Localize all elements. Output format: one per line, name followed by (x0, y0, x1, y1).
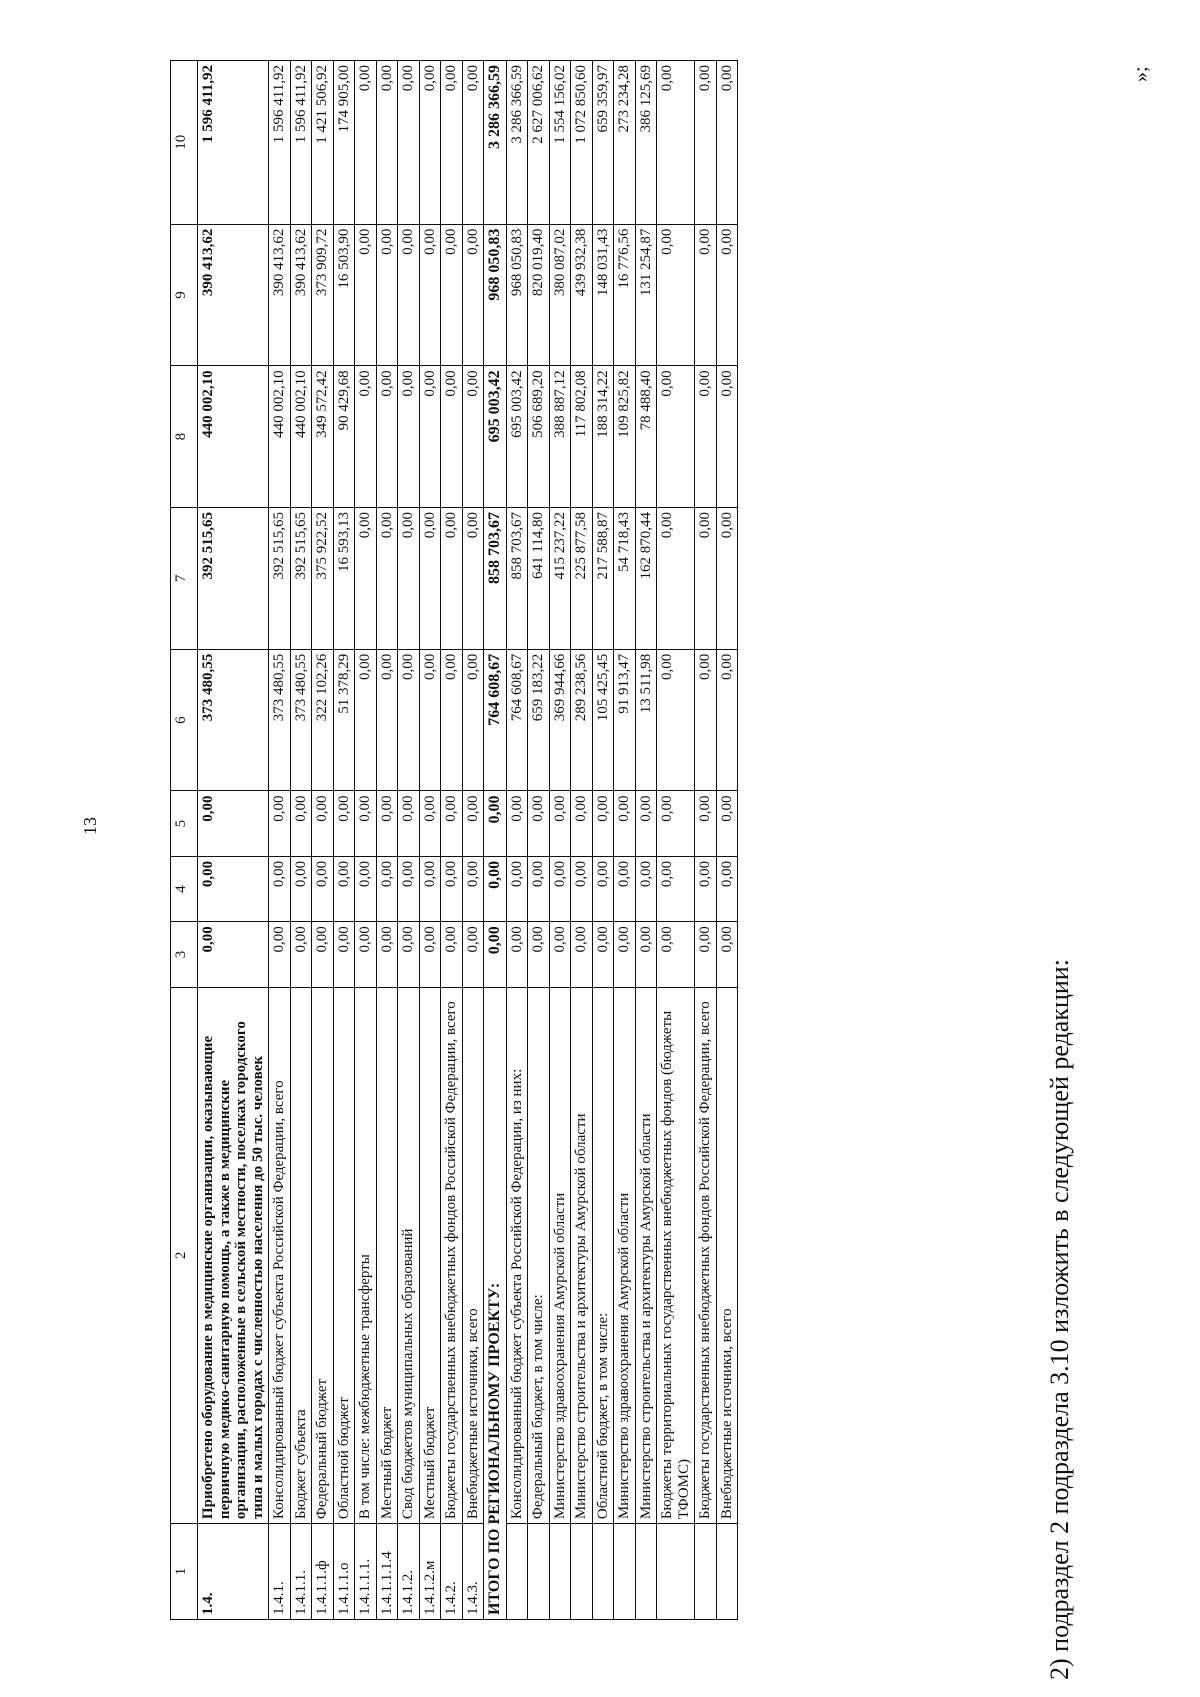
value-cell: 0,00 (716, 922, 738, 987)
row-name: Внебюджетные источники, всего (716, 987, 738, 1523)
value-cell: 0,00 (419, 508, 441, 650)
row-name: Внебюджетные источники, всего (462, 987, 484, 1523)
row-name: Областной бюджет (333, 987, 355, 1523)
value-cell: 0,00 (419, 366, 441, 508)
table-row (549, 61, 571, 1620)
amendment-note: 2) подраздел 2 подраздела 3.10 изложить в следующей редакции: (1045, 959, 1074, 1680)
row-name: Приобретено оборудование в медицинские организации, оказывающие первичную медико-санитарную помощь, а также в медицинские организации, расположенные в сельской местности, поселках городского типа и малых городах с численностью населения до 50 тыс. человек (198, 987, 269, 1523)
table-row (198, 61, 269, 1620)
table-row (506, 61, 528, 1620)
value-cell: 506 689,20 (528, 366, 550, 508)
value-cell: 0,00 (419, 61, 441, 225)
value-cell: 0,00 (355, 922, 377, 987)
value-cell: 0,00 (290, 922, 312, 987)
table-row (290, 61, 312, 1620)
column-number-header: 6 (171, 649, 198, 791)
value-cell: 659 183,22 (528, 649, 550, 791)
value-cell: 0,00 (398, 61, 420, 225)
row-code (571, 1524, 593, 1620)
row-code: 1.4.1. (269, 1524, 291, 1620)
column-number-header: 5 (171, 791, 198, 856)
value-cell: 0,00 (571, 791, 593, 856)
value-cell: 78 488,40 (635, 366, 657, 508)
value-cell: 0,00 (398, 856, 420, 921)
row-name: Местный бюджет (419, 987, 441, 1523)
value-cell: 16 503,90 (333, 224, 355, 366)
value-cell: 0,00 (695, 61, 717, 225)
value-cell: 0,00 (695, 856, 717, 921)
value-cell: 13 511,98 (635, 649, 657, 791)
value-cell: 0,00 (657, 366, 695, 508)
value-cell: 162 870,44 (635, 508, 657, 650)
value-cell: 0,00 (441, 791, 463, 856)
table-body (198, 61, 738, 1620)
value-cell: 0,00 (198, 922, 269, 987)
value-cell: 1 421 506,92 (312, 61, 334, 225)
value-cell: 0,00 (695, 791, 717, 856)
table-row (592, 61, 614, 1620)
value-cell: 659 359,97 (592, 61, 614, 225)
value-cell: 1 596 411,92 (290, 61, 312, 225)
value-cell: 373 480,55 (269, 649, 291, 791)
value-cell: 0,00 (462, 224, 484, 366)
value-cell: 0,00 (592, 791, 614, 856)
value-cell: 0,00 (528, 856, 550, 921)
value-cell: 0,00 (312, 856, 334, 921)
value-cell: 415 237,22 (549, 508, 571, 650)
value-cell: 0,00 (614, 791, 636, 856)
value-cell: 0,00 (695, 922, 717, 987)
value-cell: 0,00 (312, 922, 334, 987)
table-row (441, 61, 463, 1620)
value-cell: 858 703,67 (506, 508, 528, 650)
value-cell: 289 238,56 (571, 649, 593, 791)
value-cell: 16 593,13 (333, 508, 355, 650)
value-cell: 105 425,45 (592, 649, 614, 791)
value-cell: 188 314,22 (592, 366, 614, 508)
value-cell: 0,00 (398, 366, 420, 508)
value-cell: 0,00 (657, 922, 695, 987)
value-cell: 0,00 (441, 922, 463, 987)
row-code: 1.4.1.1.1. (355, 1524, 377, 1620)
value-cell: 0,00 (657, 224, 695, 366)
column-number-row (171, 61, 198, 1620)
row-code: 1.4.1.1.о (333, 1524, 355, 1620)
value-cell: 390 413,62 (269, 224, 291, 366)
value-cell: 0,00 (462, 856, 484, 921)
value-cell: 968 050,83 (484, 224, 507, 366)
value-cell: 322 102,26 (312, 649, 334, 791)
value-cell: 0,00 (549, 856, 571, 921)
value-cell: 91 913,47 (614, 649, 636, 791)
row-code (716, 1524, 738, 1620)
value-cell: 273 234,28 (614, 61, 636, 225)
value-cell: 0,00 (376, 61, 398, 225)
row-name: Министерство здравоохранения Амурской области (614, 987, 636, 1523)
value-cell: 0,00 (355, 791, 377, 856)
value-cell: 392 515,65 (269, 508, 291, 650)
closing-quote-mark: »; (1130, 66, 1152, 82)
value-cell: 440 002,10 (290, 366, 312, 508)
value-cell: 0,00 (716, 224, 738, 366)
value-cell: 0,00 (333, 856, 355, 921)
value-cell: 0,00 (376, 508, 398, 650)
row-name: Федеральный бюджет (312, 987, 334, 1523)
value-cell: 0,00 (716, 856, 738, 921)
row-name: Областной бюджет, в том числе: (592, 987, 614, 1523)
value-cell: 0,00 (355, 856, 377, 921)
value-cell: 0,00 (571, 922, 593, 987)
table-row (571, 61, 593, 1620)
value-cell: 0,00 (376, 791, 398, 856)
value-cell: 373 909,72 (312, 224, 334, 366)
value-cell: 3 286 366,59 (484, 61, 507, 225)
row-name: Местный бюджет (376, 987, 398, 1523)
value-cell: 0,00 (716, 791, 738, 856)
table-row (528, 61, 550, 1620)
value-cell: 0,00 (398, 508, 420, 650)
value-cell: 0,00 (355, 366, 377, 508)
value-cell: 0,00 (398, 224, 420, 366)
value-cell: 0,00 (614, 922, 636, 987)
value-cell: 0,00 (355, 224, 377, 366)
value-cell: 1 072 850,60 (571, 61, 593, 225)
value-cell: 0,00 (312, 791, 334, 856)
column-number-header: 9 (171, 224, 198, 366)
value-cell: 0,00 (695, 366, 717, 508)
value-cell: 0,00 (484, 856, 507, 921)
value-cell: 0,00 (657, 649, 695, 791)
table-row (657, 61, 695, 1620)
value-cell: 51 378,29 (333, 649, 355, 791)
value-cell: 90 429,68 (333, 366, 355, 508)
value-cell: 0,00 (657, 791, 695, 856)
value-cell: 0,00 (355, 61, 377, 225)
value-cell: 373 480,55 (290, 649, 312, 791)
value-cell: 0,00 (441, 224, 463, 366)
value-cell: 0,00 (419, 922, 441, 987)
value-cell: 0,00 (269, 856, 291, 921)
row-name: Бюджет субъекта (290, 987, 312, 1523)
row-name: Министерство здравоохранения Амурской области (549, 987, 571, 1523)
table-row (462, 61, 484, 1620)
value-cell: 1 596 411,92 (198, 61, 269, 225)
value-cell: 0,00 (657, 508, 695, 650)
value-cell: 0,00 (376, 366, 398, 508)
row-name: Консолидированный бюджет субъекта Российской Федерации, всего (269, 987, 291, 1523)
value-cell: 695 003,42 (484, 366, 507, 508)
value-cell: 0,00 (695, 224, 717, 366)
value-cell: 369 944,66 (549, 649, 571, 791)
value-cell: 0,00 (716, 61, 738, 225)
value-cell: 117 802,08 (571, 366, 593, 508)
value-cell: 0,00 (571, 856, 593, 921)
column-number-header: 3 (171, 922, 198, 987)
value-cell: 0,00 (462, 61, 484, 225)
column-number-header: 8 (171, 366, 198, 508)
row-name: Министерство строительства и архитектуры Амурской области (571, 987, 593, 1523)
value-cell: 0,00 (290, 791, 312, 856)
value-cell: 641 114,80 (528, 508, 550, 650)
value-cell: 440 002,10 (269, 366, 291, 508)
row-code (528, 1524, 550, 1620)
value-cell: 0,00 (198, 856, 269, 921)
value-cell: 695 003,42 (506, 366, 528, 508)
value-cell: 349 572,42 (312, 366, 334, 508)
value-cell: 174 905,00 (333, 61, 355, 225)
value-cell: 0,00 (398, 791, 420, 856)
table-row (333, 61, 355, 1620)
row-code (549, 1524, 571, 1620)
value-cell: 0,00 (484, 922, 507, 987)
column-number-header: 7 (171, 508, 198, 650)
value-cell: 131 254,87 (635, 224, 657, 366)
value-cell: 0,00 (419, 791, 441, 856)
value-cell: 0,00 (635, 856, 657, 921)
value-cell: 0,00 (695, 649, 717, 791)
row-code: 1.4.2. (441, 1524, 463, 1620)
row-name: ИТОГО ПО РЕГИОНАЛЬНОМУ ПРОЕКТУ: (484, 987, 507, 1619)
value-cell: 0,00 (269, 791, 291, 856)
value-cell: 1 554 156,02 (549, 61, 571, 225)
value-cell: 0,00 (506, 856, 528, 921)
value-cell: 968 050,83 (506, 224, 528, 366)
value-cell: 0,00 (376, 224, 398, 366)
value-cell: 0,00 (355, 649, 377, 791)
value-cell: 820 019,40 (528, 224, 550, 366)
value-cell: 0,00 (462, 508, 484, 650)
value-cell: 0,00 (198, 791, 269, 856)
value-cell: 0,00 (462, 791, 484, 856)
value-cell: 109 825,82 (614, 366, 636, 508)
page-number: 13 (80, 817, 100, 835)
row-name: Бюджеты территориальных государственных внебюджетных фондов (бюджеты ТФОМС) (657, 987, 695, 1523)
row-name: В том числе: межбюджетные трансферты (355, 987, 377, 1523)
row-code (657, 1524, 695, 1620)
value-cell: 380 087,02 (549, 224, 571, 366)
value-cell: 225 877,58 (571, 508, 593, 650)
value-cell: 764 608,67 (484, 649, 507, 791)
row-code: 1.4.1.2. (398, 1524, 420, 1620)
row-name: Федеральный бюджет, в том числе: (528, 987, 550, 1523)
value-cell: 0,00 (484, 791, 507, 856)
row-code (614, 1524, 636, 1620)
column-number-header: 4 (171, 856, 198, 921)
value-cell: 0,00 (695, 508, 717, 650)
row-code (635, 1524, 657, 1620)
table-row (695, 61, 717, 1620)
value-cell: 0,00 (333, 791, 355, 856)
value-cell: 439 932,38 (571, 224, 593, 366)
value-cell: 0,00 (419, 856, 441, 921)
value-cell: 0,00 (419, 224, 441, 366)
column-number-header: 10 (171, 61, 198, 225)
value-cell: 0,00 (441, 856, 463, 921)
row-name: Бюджеты государственных внебюджетных фондов Российской Федерации, всего (441, 987, 463, 1523)
value-cell: 148 031,43 (592, 224, 614, 366)
row-name: Консолидированный бюджет субъекта Российской Федерации, из них: (506, 987, 528, 1523)
value-cell: 0,00 (635, 922, 657, 987)
column-number-header: 1 (171, 1524, 198, 1620)
row-name: Министерство строительства и архитектуры Амурской области (635, 987, 657, 1523)
value-cell: 392 515,65 (290, 508, 312, 650)
value-cell: 0,00 (506, 791, 528, 856)
value-cell: 0,00 (419, 649, 441, 791)
table-row (419, 61, 441, 1620)
value-cell: 0,00 (441, 366, 463, 508)
table-row (398, 61, 420, 1620)
value-cell: 0,00 (462, 922, 484, 987)
value-cell: 3 286 366,59 (506, 61, 528, 225)
value-cell: 0,00 (398, 922, 420, 987)
row-code: 1.4.1.1.ф (312, 1524, 334, 1620)
value-cell: 0,00 (376, 922, 398, 987)
value-cell: 388 887,12 (549, 366, 571, 508)
table-row (376, 61, 398, 1620)
value-cell: 0,00 (716, 649, 738, 791)
value-cell: 0,00 (333, 922, 355, 987)
value-cell: 0,00 (592, 922, 614, 987)
value-cell: 0,00 (269, 922, 291, 987)
value-cell: 0,00 (592, 856, 614, 921)
value-cell: 440 002,10 (198, 366, 269, 508)
table-row (614, 61, 636, 1620)
row-name: Свод бюджетов муниципальных образований (398, 987, 420, 1523)
table-row (355, 61, 377, 1620)
value-cell: 16 776,56 (614, 224, 636, 366)
value-cell: 375 922,52 (312, 508, 334, 650)
value-cell: 1 596 411,92 (269, 61, 291, 225)
value-cell: 0,00 (355, 508, 377, 650)
value-cell: 0,00 (716, 508, 738, 650)
table-row (635, 61, 657, 1620)
row-code (592, 1524, 614, 1620)
row-code: 1.4.1.1.1.4 (376, 1524, 398, 1620)
value-cell: 858 703,67 (484, 508, 507, 650)
row-code (506, 1524, 528, 1620)
value-cell: 0,00 (614, 856, 636, 921)
value-cell: 0,00 (398, 649, 420, 791)
table-row (716, 61, 738, 1620)
value-cell: 0,00 (549, 922, 571, 987)
value-cell: 0,00 (376, 856, 398, 921)
table-row (312, 61, 334, 1620)
value-cell: 0,00 (290, 856, 312, 921)
value-cell: 0,00 (376, 649, 398, 791)
row-code: 1.4.1.2.м (419, 1524, 441, 1620)
value-cell: 0,00 (528, 922, 550, 987)
row-name: Бюджеты государственных внебюджетных фондов Российской Федерации, всего (695, 987, 717, 1523)
row-code (695, 1524, 717, 1620)
value-cell: 386 125,69 (635, 61, 657, 225)
value-cell: 0,00 (657, 61, 695, 225)
column-number-header: 2 (171, 987, 198, 1523)
value-cell: 217 588,87 (592, 508, 614, 650)
value-cell: 54 718,43 (614, 508, 636, 650)
table-row (484, 61, 507, 1620)
row-code: 1.4.1.1. (290, 1524, 312, 1620)
table-row (269, 61, 291, 1620)
value-cell: 0,00 (462, 366, 484, 508)
value-cell: 0,00 (441, 508, 463, 650)
value-cell: 0,00 (635, 791, 657, 856)
value-cell: 390 413,62 (198, 224, 269, 366)
value-cell: 0,00 (462, 649, 484, 791)
value-cell: 0,00 (716, 366, 738, 508)
value-cell: 0,00 (506, 922, 528, 987)
value-cell: 390 413,62 (290, 224, 312, 366)
budget-table (170, 60, 738, 1620)
value-cell: 0,00 (441, 649, 463, 791)
row-code: 1.4.3. (462, 1524, 484, 1620)
value-cell: 2 627 006,62 (528, 61, 550, 225)
value-cell: 0,00 (657, 856, 695, 921)
value-cell: 0,00 (549, 791, 571, 856)
value-cell: 0,00 (441, 61, 463, 225)
value-cell: 0,00 (528, 791, 550, 856)
value-cell: 373 480,55 (198, 649, 269, 791)
value-cell: 392 515,65 (198, 508, 269, 650)
value-cell: 764 608,67 (506, 649, 528, 791)
row-code: 1.4. (198, 1524, 269, 1620)
